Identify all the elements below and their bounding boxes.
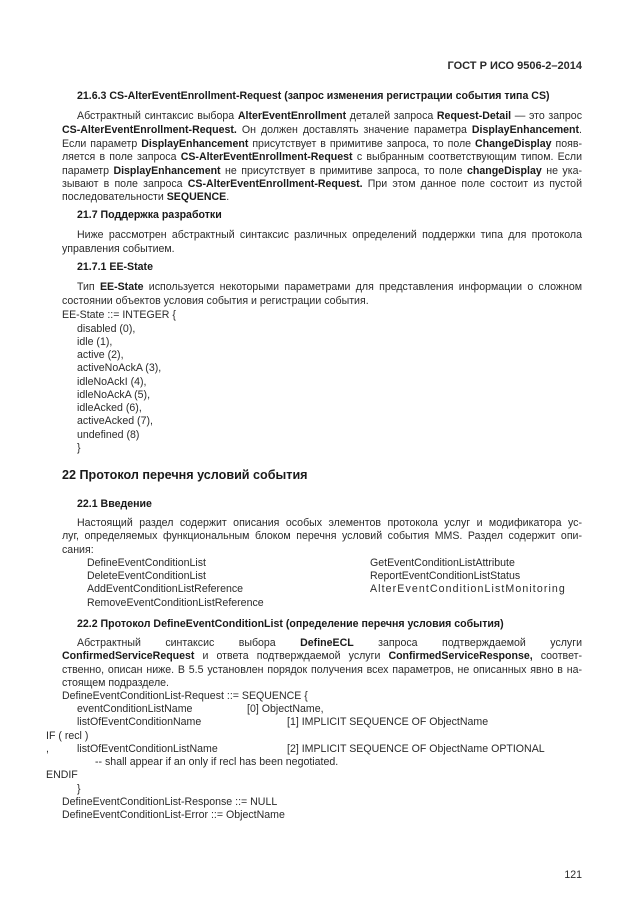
section-heading [77,209,222,222]
text-run: сания: [62,544,94,556]
text-run: active (2), [77,349,124,361]
text-run: состоянии объектов условия события и регистрации события. [62,295,369,307]
text-run: соответ- [532,650,582,662]
text-run: [0] ObjectName, [247,703,324,715]
bold-term: DisplayEnhancement [113,165,221,177]
paragraph-line [62,243,175,256]
text-run: 22.1 Введение [77,498,152,510]
text-run: с выбранным соответствующим типом. Если [352,151,582,163]
text-run: GetEventConditionListAttribute [370,557,515,569]
paragraph-line [62,151,582,164]
paragraph-line [62,664,582,677]
text-run: и ответа подтверждаемой услуги [194,650,389,662]
paragraph-line [62,124,582,137]
bold-term: AlterEventEnrollment [237,110,347,122]
text-run: idle (1), [77,336,113,348]
text-run: [1] IMPLICIT SEQUENCE OF ObjectName [287,716,489,728]
text-run: зывают в поле запроса [62,178,188,190]
text-run: ENDIF [46,769,78,781]
bold-term: Request-Detail [436,110,512,122]
text-run: последовательности [62,191,167,203]
list-item [87,583,243,596]
text-run: Ниже рассмотрен абстрактный синтаксис различных определений поддержки типа для протокола [77,229,582,241]
text-run: , [46,743,49,755]
text-run: AddEventConditionListReference [87,583,244,595]
text-run: ляется в поле запроса [62,151,181,163]
code-line [77,429,139,442]
text-run: 21.7 Поддержка разработки [77,209,222,221]
text-run: параметр [62,165,114,177]
code-line [77,349,124,362]
text-run: присутствует в примитиве запроса, то поле [248,138,475,150]
text-run: 21.7.1 EE-State [77,261,153,273]
text-run: AlterEventConditionListMonitoring [370,583,566,595]
text-run: луг, определяемых функциональным блоком перечня условий события MMS. Раздел содержит опи- [62,530,582,542]
paragraph-line [77,229,582,242]
paragraph-line [62,650,582,663]
text-run: появ- [551,138,582,150]
text-run: undefined (8) [77,429,140,441]
text-run: -- shall appear if an only if recl has been negotiated. [95,756,339,768]
text-run: не присутствует в примитиве запроса, то поле [220,165,467,177]
text-run: — это запрос [511,110,582,122]
text-run: EE-State ::= INTEGER { [62,309,176,321]
paragraph-line [77,517,582,530]
code-line [46,769,78,782]
code-line [77,442,81,455]
code-line [77,743,218,756]
section-heading [77,261,153,274]
text-run: При этом данное поле состоит из пустой [362,178,582,190]
text-run: . [226,191,230,203]
text-run: } [77,442,81,454]
section-heading [77,498,152,511]
bold-term: DefineECL [300,637,354,649]
list-item [370,583,566,596]
text-run: . [579,124,582,136]
text-run: listOfEventConditionListName [77,743,218,755]
bold-term: ChangeDisplay [475,138,552,150]
list-item [87,597,264,610]
code-line [287,716,488,729]
paragraph-line [62,165,582,178]
text-run: Абстрактный синтаксис выбора [77,110,238,122]
paragraph-line [62,530,582,543]
text-run: DefineEventConditionList-Error ::= ObjectName [62,809,285,821]
code-line [62,796,277,809]
code-line [46,743,49,756]
bold-term: DisplayEnhancement [141,138,249,150]
bold-term: SEQUENCE [166,191,227,203]
code-line [62,309,176,322]
text-run: disabled (0), [77,323,136,335]
text-run: не ука- [541,165,582,177]
list-item [87,557,206,570]
text-run: 22.2 Протокол DefineEventConditionList (определение перечня условия события) [77,618,504,630]
text-run: listOfEventConditionName [77,716,202,728]
paragraph-line [77,110,582,123]
text-run: ReportEventConditionListStatus [370,570,521,582]
paragraph-line [77,637,582,650]
text-run: idleAcked (6), [77,402,142,414]
text-run: 21.6.3 CS-AlterEventEnrollment-Request (запрос изменения регистрации события типа CS) [77,90,550,102]
text-run: } [77,783,81,795]
section-heading [77,618,504,631]
list-item [370,557,515,570]
text-run: ственно, описан ниже. В 5.5 установлен порядок получения всех параметров, не описанных явно в на- [62,664,582,676]
paragraph-line [77,281,582,294]
code-line [77,323,135,336]
code-line [287,743,545,756]
bold-term: EE-State [99,281,144,293]
bold-term: ConfirmedServiceRequest [62,650,195,662]
bold-term: CS-AlterEventEnrollment-Request. [62,124,237,136]
text-run: eventConditionListName [77,703,193,715]
text-run: activeAcked (7), [77,415,153,427]
text-run: запроса подтверждаемой услуги [353,637,582,649]
list-item [370,570,520,583]
text-run: Абстрактный синтаксис выбора [77,637,301,649]
text-run: idleNoAckA (5), [77,389,151,401]
text-run: Настоящий раздел содержит описания особых элементов протокола услуг и модификатора ус- [77,517,582,529]
code-line [77,703,192,716]
code-line [77,336,112,349]
paragraph-line [62,178,582,191]
bold-term: changeDisplay [466,165,542,177]
text-run: DefineEventConditionList-Response ::= NULL [62,796,278,808]
code-line [62,809,285,822]
code-line [46,730,88,743]
code-line [77,783,81,796]
text-run: RemoveEventConditionListReference [87,597,264,609]
code-comment [95,756,338,769]
text-run: IF ( recl ) [46,730,89,742]
code-line [77,402,142,415]
paragraph-line [62,191,229,204]
document-header: ГОСТ Р ИСО 9506-2–2014 [447,60,582,72]
text-run: DeleteEventConditionList [87,570,206,582]
text-run: DefineEventConditionList-Request ::= SEQUENCE { [62,690,308,702]
text-run: деталей запроса [346,110,437,122]
bold-term: DisplayEnhancement [471,124,580,136]
text-run: DefineEventConditionList [87,557,206,569]
code-line [77,415,153,428]
paragraph-line [62,544,94,557]
page-number: 121 [564,869,582,881]
text-run: Он должен доставлять значение параметра [236,124,472,136]
text-run: [2] IMPLICIT SEQUENCE OF ObjectName OPTIONAL [287,743,545,755]
section-heading [77,90,550,103]
text-run: используется некоторыми параметрами для представления информации о сложном [143,281,582,293]
code-line [77,716,201,729]
code-line [77,376,146,389]
text-run: стоящем подразделе. [62,677,169,689]
code-line [77,389,150,402]
bold-term: CS-AlterEventEnrollment-Request [180,151,353,163]
text-run: Если параметр [62,138,142,150]
paragraph-line [62,677,169,690]
text-run: idleNoAckI (4), [77,376,147,388]
paragraph-line [62,295,369,308]
chapter-heading [62,469,308,482]
code-line [247,703,324,716]
text-run: управления событием. [62,243,175,255]
bold-term: CS-AlterEventEnrollment-Request. [187,178,363,190]
list-item [87,570,206,583]
text-run: Тип [77,281,100,293]
text-run: activeNoAckA (3), [77,362,162,374]
code-line [62,690,308,703]
text-run: 22 Протокол перечня условий события [62,468,308,482]
code-line [77,362,161,375]
paragraph-line [62,138,582,151]
bold-term: ConfirmedServiceResponse, [388,650,533,662]
